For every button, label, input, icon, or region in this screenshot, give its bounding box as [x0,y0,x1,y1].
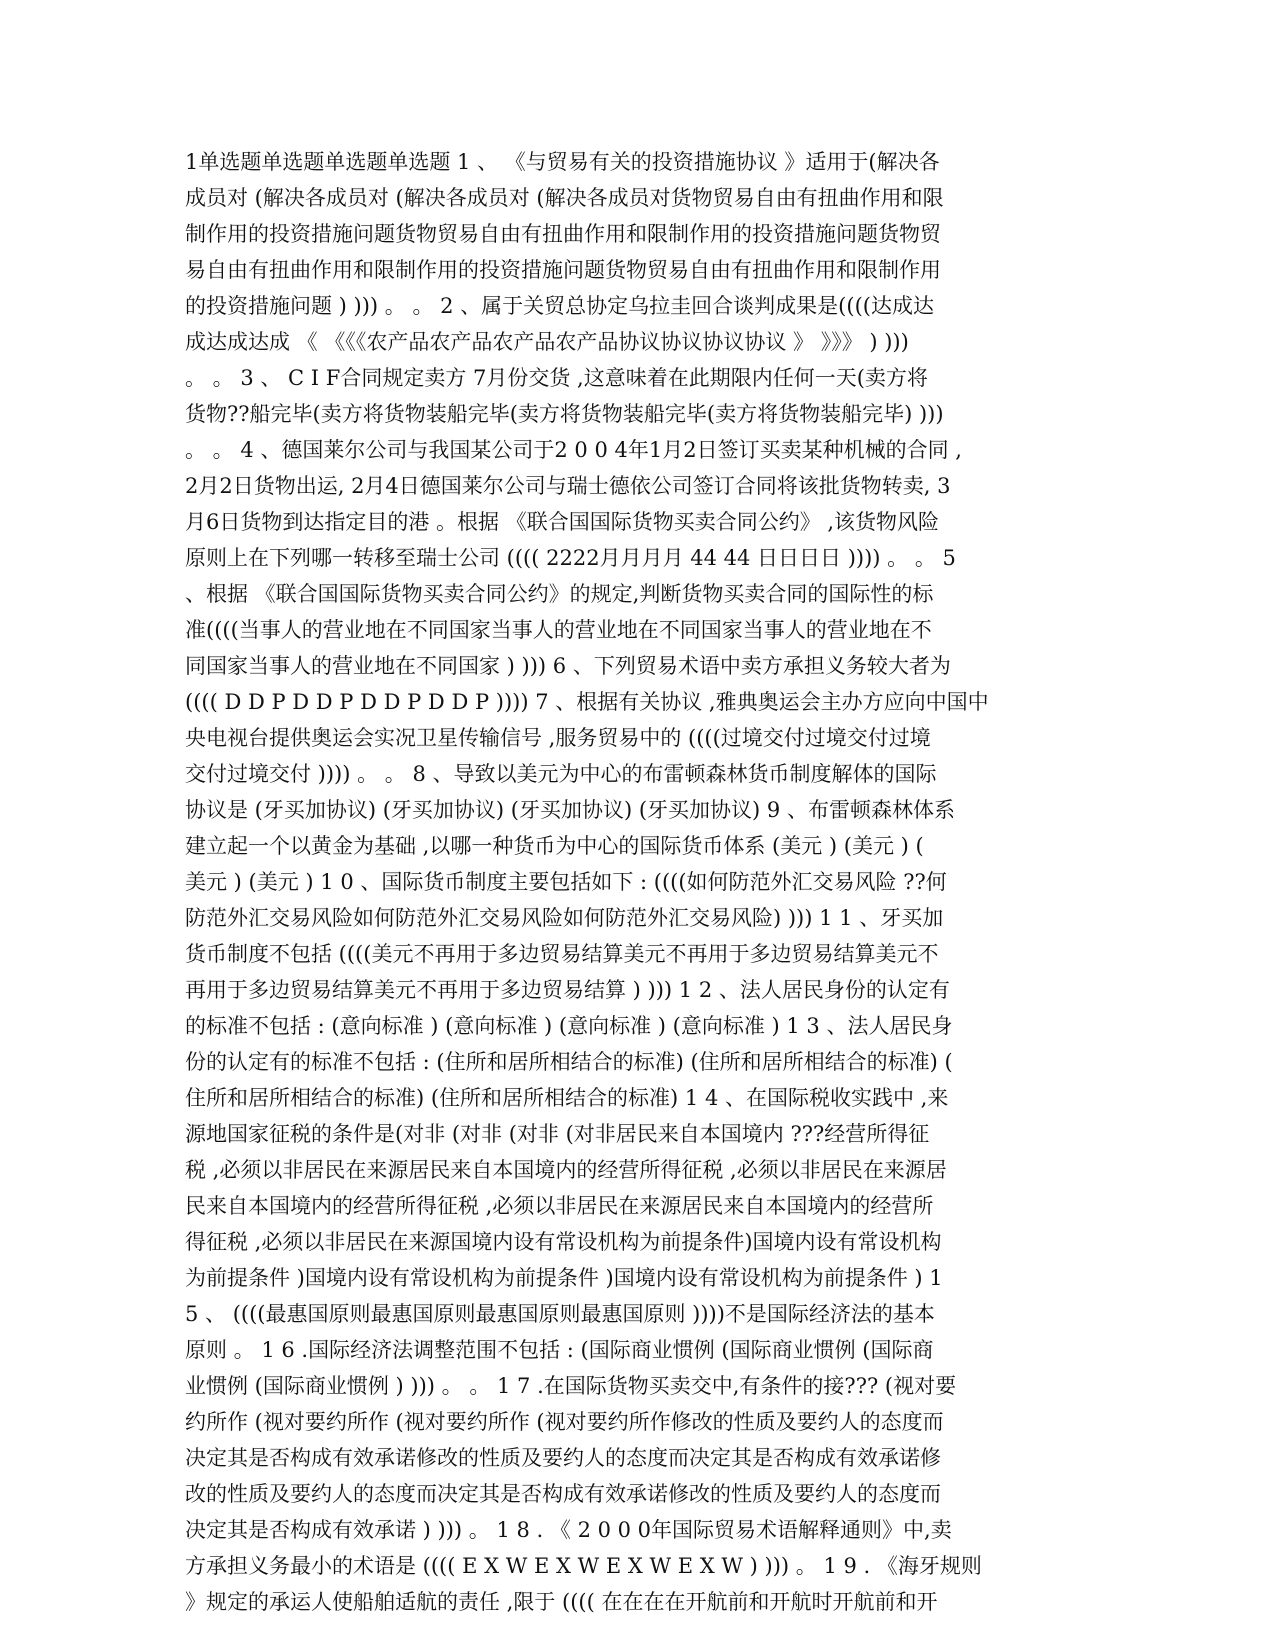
text-line: 民来自本国境内的经营所得征税 ,必须以非居民在来源居民来自本国境内的经营所 [185,1194,934,1218]
text-line: 易自由有扭曲作用和限制作用的投资措施问题货物贸易自由有扭曲作用和限制作用 [185,258,941,282]
text-line: 5 、 ((((最惠国原则最惠国原则最惠国原则最惠国原则 ))))不是国际经济法的基本 [185,1302,935,1326]
text-line: 成员对 (解决各成员对 (解决各成员对 (解决各成员对货物贸易自由有扭曲作用和限 [185,186,944,210]
text-line: 、根据 《联合国国际货物买卖合同公约》的规定,判断货物买卖合同的国际性的标 [185,582,934,606]
text-line: 的投资措施问题 ) ))) 。 。 2 、属于关贸总协定乌拉圭回合谈判成果是((((达成达 [185,294,934,318]
text-line: 决定其是否构成有效承诺修改的性质及要约人的态度而决定其是否构成有效承诺修 [185,1446,941,1470]
text-line: 再用于多边贸易结算美元不再用于多边贸易结算 ) ))) 1 2 、法人居民身份的认定有 [185,978,950,1002]
text-line: 防范外汇交易风险如何防范外汇交易风险如何防范外汇交易风险) ))) 1 1 、牙买加 [185,906,944,930]
text-line: 方承担义务最小的术语是 (((( E X W E X W E X W E X W ) ))) 。 1 9 . 《海牙规则 [185,1554,982,1578]
text-line: 货币制度不包括 ((((美元不再用于多边贸易结算美元不再用于多边贸易结算美元不 [185,942,939,966]
text-line: 制作用的投资措施问题货物贸易自由有扭曲作用和限制作用的投资措施问题货物贸 [185,222,941,246]
text-line: 准((((当事人的营业地在不同国家当事人的营业地在不同国家当事人的营业地在不 [185,618,932,642]
text-line: 2月2日货物出运, 2月4日德国莱尔公司与瑞士德依公司签订合同将该批货物转卖, 3 [185,474,951,498]
text-line: 约所作 (视对要约所作 (视对要约所作 (视对要约所作修改的性质及要约人的态度而 [185,1410,944,1434]
text-line: (((( D D P D D P D D P D D P )))) 7 、根据有关协议 ,雅典奥运会主办方应向中国中 [185,690,989,714]
text-line: 。 。 4 、德国莱尔公司与我国某公司于2 0 0 4年1月2日签订买卖某种机械的合同 , [185,438,962,462]
text-line: 交付过境交付 )))) 。 。 8 、导致以美元为中心的布雷顿森林货币制度解体的国际 [185,762,937,786]
text-line: 美元 ) (美元 ) 1 0 、国际货币制度主要包括如下 : ((((如何防范外汇交易风险 ??何 [185,870,947,894]
text-line: 建立起一个以黄金为基础 ,以哪一种货币为中心的国际货币体系 (美元 ) (美元 ) ( [185,834,924,858]
text-line: 货物??船完毕(卖方将货物装船完毕(卖方将货物装船完毕(卖方将货物装船完毕) ))) [185,402,944,426]
text-line: 。 。 3 、 C I F合同规定卖方 7月份交货 ,这意味着在此期限内任何一天(卖方将 [185,366,928,390]
text-line: 》规定的承运人使船舶适航的责任 ,限于 (((( 在在在在开航前和开航时开航前和开 [185,1590,938,1614]
text-line: 改的性质及要约人的态度而决定其是否构成有效承诺修改的性质及要约人的态度而 [185,1482,941,1506]
text-line: 份的认定有的标准不包括 : (住所和居所相结合的标准) (住所和居所相结合的标准) ( [185,1050,953,1074]
text-line: 央电视台提供奥运会实况卫星传输信号 ,服务贸易中的 ((((过境交付过境交付过境 [185,726,931,750]
text-line: 决定其是否构成有效承诺 ) ))) 。 1 8 . 《 2 0 0 0年国际贸易术语解释通则》中,卖 [185,1518,952,1542]
text-line: 住所和居所相结合的标准) (住所和居所相结合的标准) 1 4 、在国际税收实践中 ,来 [185,1086,949,1110]
text-line: 原则上在下列哪一转移至瑞士公司 (((( 2222月月月月 44 44 日日日日 )))) 。 。 5 [185,546,956,570]
text-line: 协议是 (牙买加协议) (牙买加协议) (牙买加协议) (牙买加协议) 9 、布雷顿森林体系 [185,798,955,822]
text-line: 税 ,必须以非居民在来源居民来自本国境内的经营所得征税 ,必须以非居民在来源居 [185,1158,947,1182]
text-line: 成达成达成 《 《《《农产品农产品农产品农产品协议协议协议协议 》 》》》 ) ))) [185,330,909,354]
text-line: 得征税 ,必须以非居民在来源国境内设有常设机构为前提条件)国境内设有常设机构 [185,1230,942,1254]
document-body [185,144,1085,1620]
text-line: 业惯例 (国际商业惯例 ) ))) 。 。 1 7 .在国际货物买卖交中,有条件的接??? (视对要 [185,1374,957,1398]
text-line: 原则 。 1 6 .国际经济法调整范围不包括 : (国际商业惯例 (国际商业惯例 (国际商 [185,1338,934,1362]
text-line: 1单选题单选题单选题单选题 1 、 《与贸易有关的投资措施协议 》适用于(解决各 [185,150,940,174]
text-line: 源地国家征税的条件是(对非 (对非 (对非 (对非居民来自本国境内 ???经营所得征 [185,1122,930,1146]
text-line: 同国家当事人的营业地在不同国家 ) ))) 6 、下列贸易术语中卖方承担义务较大者为 [185,654,951,678]
text-line: 月6日货物到达指定目的港 。根据 《联合国国际货物买卖合同公约》 ,该货物风险 [185,510,940,534]
text-line: 为前提条件 )国境内设有常设机构为前提条件 )国境内设有常设机构为前提条件 ) 1 [185,1266,943,1290]
text-line: 的标准不包括 : (意向标准 ) (意向标准 ) (意向标准 ) (意向标准 ) 1 3 、法人居民身 [185,1014,953,1038]
